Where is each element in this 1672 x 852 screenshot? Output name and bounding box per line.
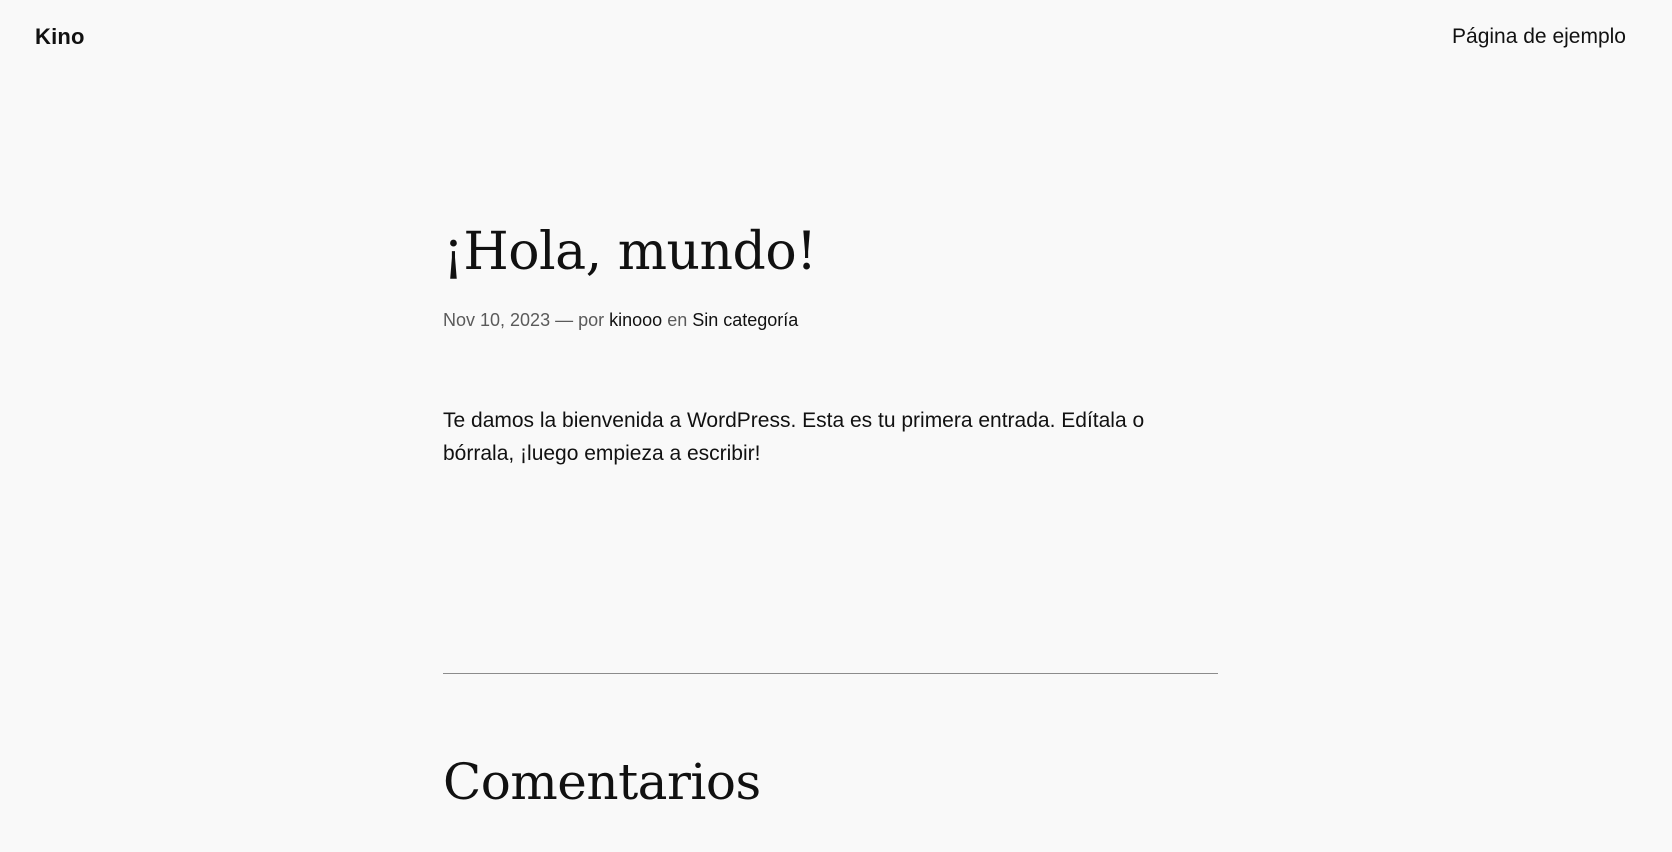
post-meta-in-text: en <box>667 310 688 330</box>
site-header <box>0 0 1672 80</box>
primary-navigation <box>1452 23 1626 51</box>
post-separator <box>443 673 1218 674</box>
post-meta <box>443 308 1218 332</box>
nav-item-pagina-de-ejemplo[interactable]: Página de ejemplo <box>1452 25 1626 48</box>
post-category-link[interactable]: Sin categoría <box>692 310 799 330</box>
post-content: Te damos la bienvenida a WordPress. Esta es tu primera entrada. Edítala o bórrala, ¡luego empieza a escribir! <box>443 409 1145 465</box>
post <box>443 220 1218 470</box>
post-date: Nov 10, 2023 <box>443 310 551 330</box>
post-meta-by-text: — por <box>555 310 605 330</box>
site-title-link[interactable]: Kino <box>35 24 85 49</box>
post-author-link[interactable]: kinooo <box>609 310 663 330</box>
post-title: ¡Hola, mundo! <box>443 222 817 282</box>
comments-title: Comentarios <box>443 753 761 811</box>
